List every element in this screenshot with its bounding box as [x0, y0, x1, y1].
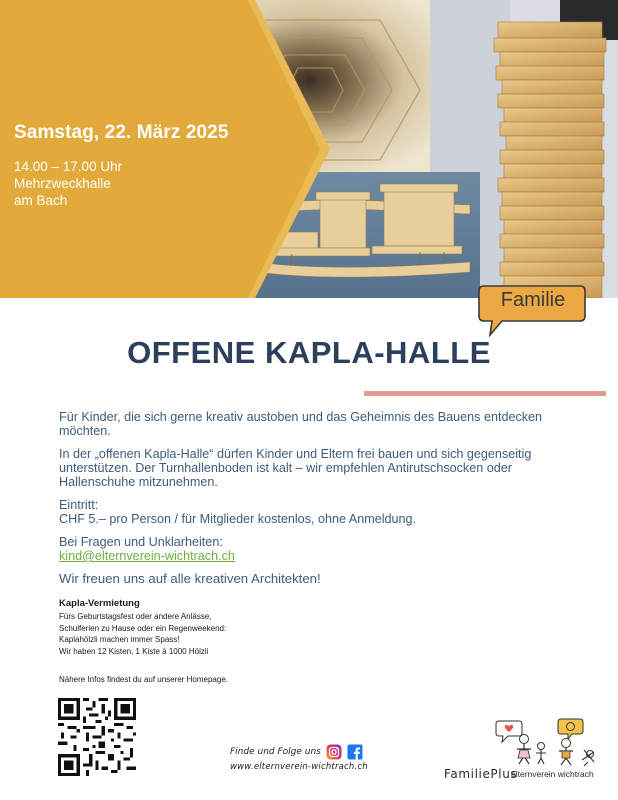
- title-underline-bar: [364, 391, 606, 396]
- event-venue-line1: Mehrzweckhalle: [14, 176, 111, 191]
- rental-title: Kapla-Vermietung: [59, 598, 140, 609]
- intro-paragraph: Für Kinder, die sich gerne kreativ austoben und das Geheimnis des Bauens entdecken möchten.: [59, 410, 543, 438]
- description-paragraph: In der „offenen Kapla-Halle“ dürfen Kinder und Eltern frei bauen und sich gegenseitig unterstützen. Der Turnhallenboden ist kalt – wir empfehlen Antirutschsocken oder Hallenschuhe mitzunehmen.: [59, 447, 532, 489]
- contact-info: [59, 535, 559, 563]
- family-figures-icon: [444, 716, 604, 768]
- badge-label: Familie: [500, 289, 566, 311]
- logo-name: FamiliePlus: [444, 767, 518, 781]
- familieplus-logo: [444, 716, 604, 796]
- kapla-tower: [494, 22, 606, 298]
- social-follow: [230, 744, 380, 772]
- rental-line: Wir haben 12 Kisten, 1 Kiste à 1000 Hölzli: [59, 646, 209, 656]
- facebook-icon[interactable]: [347, 744, 363, 760]
- entry-price: CHF 5.– pro Person / für Mitglieder kostenlos, ohne Anmeldung.: [59, 512, 417, 526]
- hero-banner: [0, 0, 618, 298]
- rental-section: [59, 598, 359, 657]
- website-link[interactable]: www.elternverein-wichtrach.ch: [230, 762, 368, 772]
- event-time-venue: [14, 158, 122, 209]
- contact-email-link[interactable]: kind@elternverein-wichtrach.ch: [59, 549, 235, 563]
- event-time: 14.00 – 17.00 Uhr: [14, 159, 123, 174]
- instagram-icon[interactable]: [326, 744, 342, 760]
- rental-line: Schulferien zu Hause oder ein Regenweekend:: [59, 623, 227, 633]
- follow-text: Finde und Folge uns: [230, 747, 321, 757]
- qr-code[interactable]: [58, 698, 136, 776]
- closing-line: Wir freuen uns auf alle kreativen Architekten!: [59, 571, 321, 586]
- entry-info: [59, 498, 559, 526]
- questions-label: Bei Fragen und Unklarheiten:: [59, 535, 223, 549]
- rental-line: Fürs Geburtstagsfest oder andere Anlässe,: [59, 612, 212, 621]
- event-venue-line2: am Bach: [14, 193, 68, 208]
- event-description: [59, 410, 559, 595]
- rental-line: Kaplahölzli machen immer Spass!: [59, 635, 180, 644]
- entry-label: Eintritt:: [59, 498, 99, 512]
- familie-badge: [476, 283, 588, 341]
- event-date: Samstag, 22. März 2025: [14, 122, 229, 143]
- page-title: OFFENE KAPLA-HALLE: [127, 335, 491, 370]
- logo-subtitle: elternverein wichtrach: [511, 769, 594, 779]
- hero-photo-collage: [0, 0, 618, 298]
- homepage-note: Nähere Infos findest du auf unserer Homepage.: [59, 675, 228, 684]
